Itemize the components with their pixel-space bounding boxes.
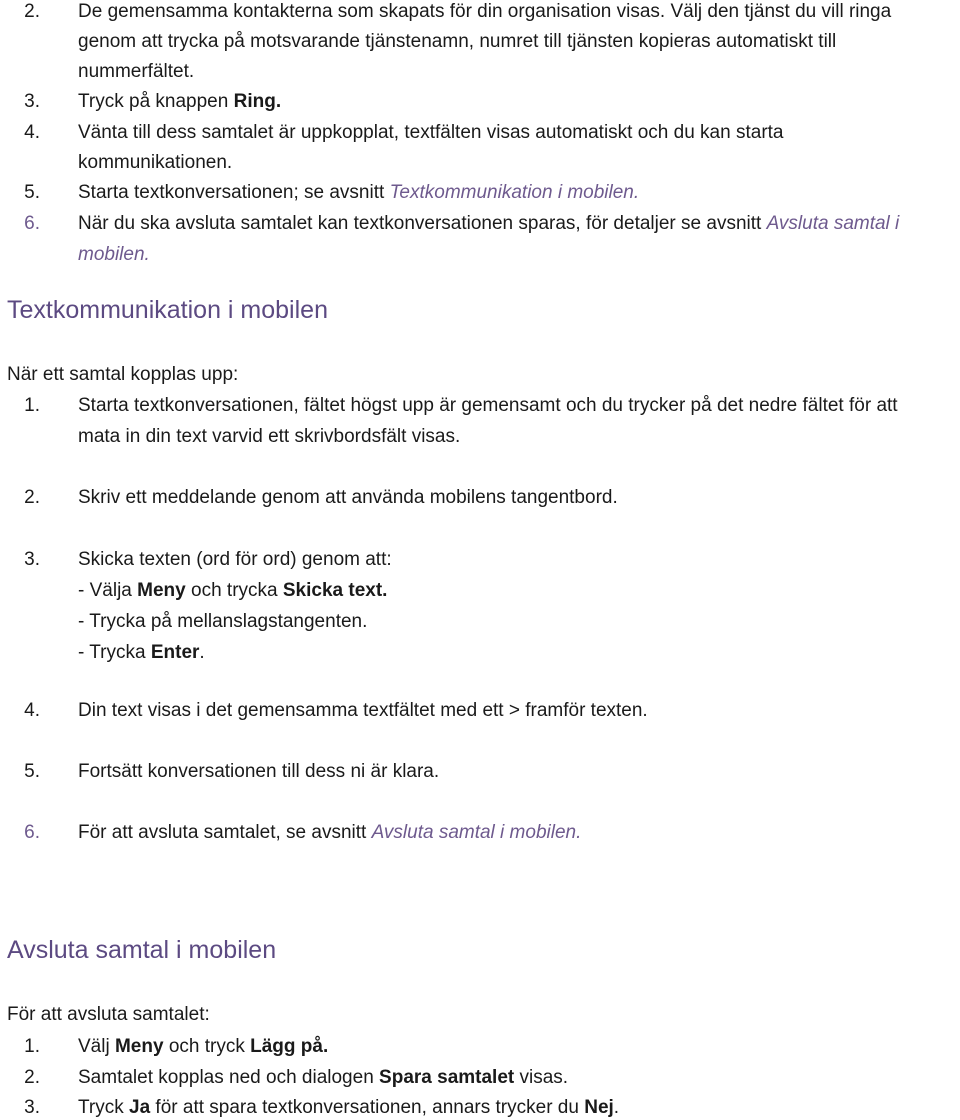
item-text: kommunikationen. <box>78 152 233 173</box>
item-number: 3. <box>24 91 40 112</box>
text-run: Tryck <box>78 1097 130 1118</box>
link-avsluta-samtal[interactable]: Avsluta samtal i <box>766 213 900 234</box>
text-run: . <box>199 642 205 663</box>
item-number: 1. <box>24 395 40 416</box>
text-run: och tryck <box>163 1036 251 1057</box>
text-run: . <box>613 1097 620 1118</box>
section-heading: Avsluta samtal i mobilen <box>7 936 277 964</box>
item-number: 5. <box>24 182 40 203</box>
item-number: 1. <box>24 1036 40 1057</box>
link-avsluta-samtal[interactable]: Avsluta samtal i mobilen. <box>371 822 582 843</box>
item-text: mata in din text varvid ett skrivbordsfält visas. <box>78 426 461 447</box>
item-text: genom att trycka på motsvarande tjänstenamn, numret till tjänsten kopieras automatiskt till <box>78 31 837 52</box>
bold-nej: Nej <box>584 1097 614 1118</box>
bold-lagg-pa: Lägg på. <box>250 1036 329 1057</box>
section-heading: Textkommunikation i mobilen <box>7 296 328 324</box>
item-text <box>78 1096 619 1120</box>
sub-item-text: - Trycka på mellanslagstangenten. <box>78 611 368 632</box>
section-intro: För att avsluta samtalet: <box>7 1004 210 1025</box>
item-text <box>78 90 281 114</box>
item-number: 4. <box>24 122 40 143</box>
item-number: 2. <box>24 1067 40 1088</box>
bold-enter: Enter <box>150 642 200 663</box>
text-run: Starta textkonversationen; se avsnitt <box>78 182 390 203</box>
item-text: nummerfältet. <box>78 61 195 82</box>
text-run: - Välja <box>78 580 138 601</box>
link-textkommunikation[interactable]: Textkommunikation i mobilen. <box>389 182 640 203</box>
text-run: Tryck på knappen <box>78 91 234 112</box>
bold-meny: Meny <box>114 1036 164 1057</box>
sub-item-text <box>78 579 387 603</box>
item-number: 2. <box>24 487 40 508</box>
item-text: De gemensamma kontakterna som skapats för din organisation visas. Välj den tjänst du vill ringa <box>78 1 892 22</box>
item-text <box>78 212 899 236</box>
item-text: Skicka texten (ord för ord) genom att: <box>78 549 392 570</box>
item-text <box>78 821 581 845</box>
bold-meny: Meny <box>137 580 186 601</box>
item-number: 2. <box>24 1 40 22</box>
text-run: visas. <box>514 1067 569 1088</box>
text-run: - Trycka <box>78 642 151 663</box>
item-text: Skriv ett meddelande genom att använda mobilens tangentbord. <box>78 487 618 508</box>
item-number: 6. <box>24 213 40 234</box>
text-run: för att spara textkonversationen, annars trycker du <box>150 1097 585 1118</box>
section-intro: När ett samtal kopplas upp: <box>7 364 239 385</box>
bold-skicka-text: Skicka text. <box>282 580 388 601</box>
sub-item-text <box>78 641 205 665</box>
item-text <box>78 1035 328 1059</box>
bold-spara-samtalet: Spara samtalet <box>379 1067 515 1088</box>
text-run: och trycka <box>185 580 283 601</box>
item-text: Starta textkonversationen, fältet högst upp är gemensamt och du trycker på det nedre fältet för att <box>78 395 898 416</box>
bold-ja: Ja <box>129 1097 151 1118</box>
item-text: Vänta till dess samtalet är uppkopplat, textfälten visas automatiskt och du kan starta <box>78 122 784 143</box>
text-run: När du ska avsluta samtalet kan textkonversationen sparas, för detaljer se avsnitt <box>78 213 767 234</box>
item-number: 5. <box>24 761 40 782</box>
text-run: Välj <box>78 1036 115 1057</box>
item-number: 6. <box>24 822 40 843</box>
item-number: 4. <box>24 700 40 721</box>
link-avsluta-samtal-cont[interactable]: mobilen. <box>78 244 150 265</box>
item-text <box>78 1066 568 1090</box>
bold-ring: Ring. <box>233 91 282 112</box>
item-number: 3. <box>24 549 40 570</box>
text-run: Samtalet kopplas ned och dialogen <box>78 1067 380 1088</box>
item-text <box>78 181 639 205</box>
text-run: För att avsluta samtalet, se avsnitt <box>78 822 372 843</box>
item-text: Fortsätt konversationen till dess ni är klara. <box>78 761 440 782</box>
item-number: 3. <box>24 1097 40 1118</box>
item-text: Din text visas i det gemensamma textfältet med ett > framför texten. <box>78 700 648 721</box>
